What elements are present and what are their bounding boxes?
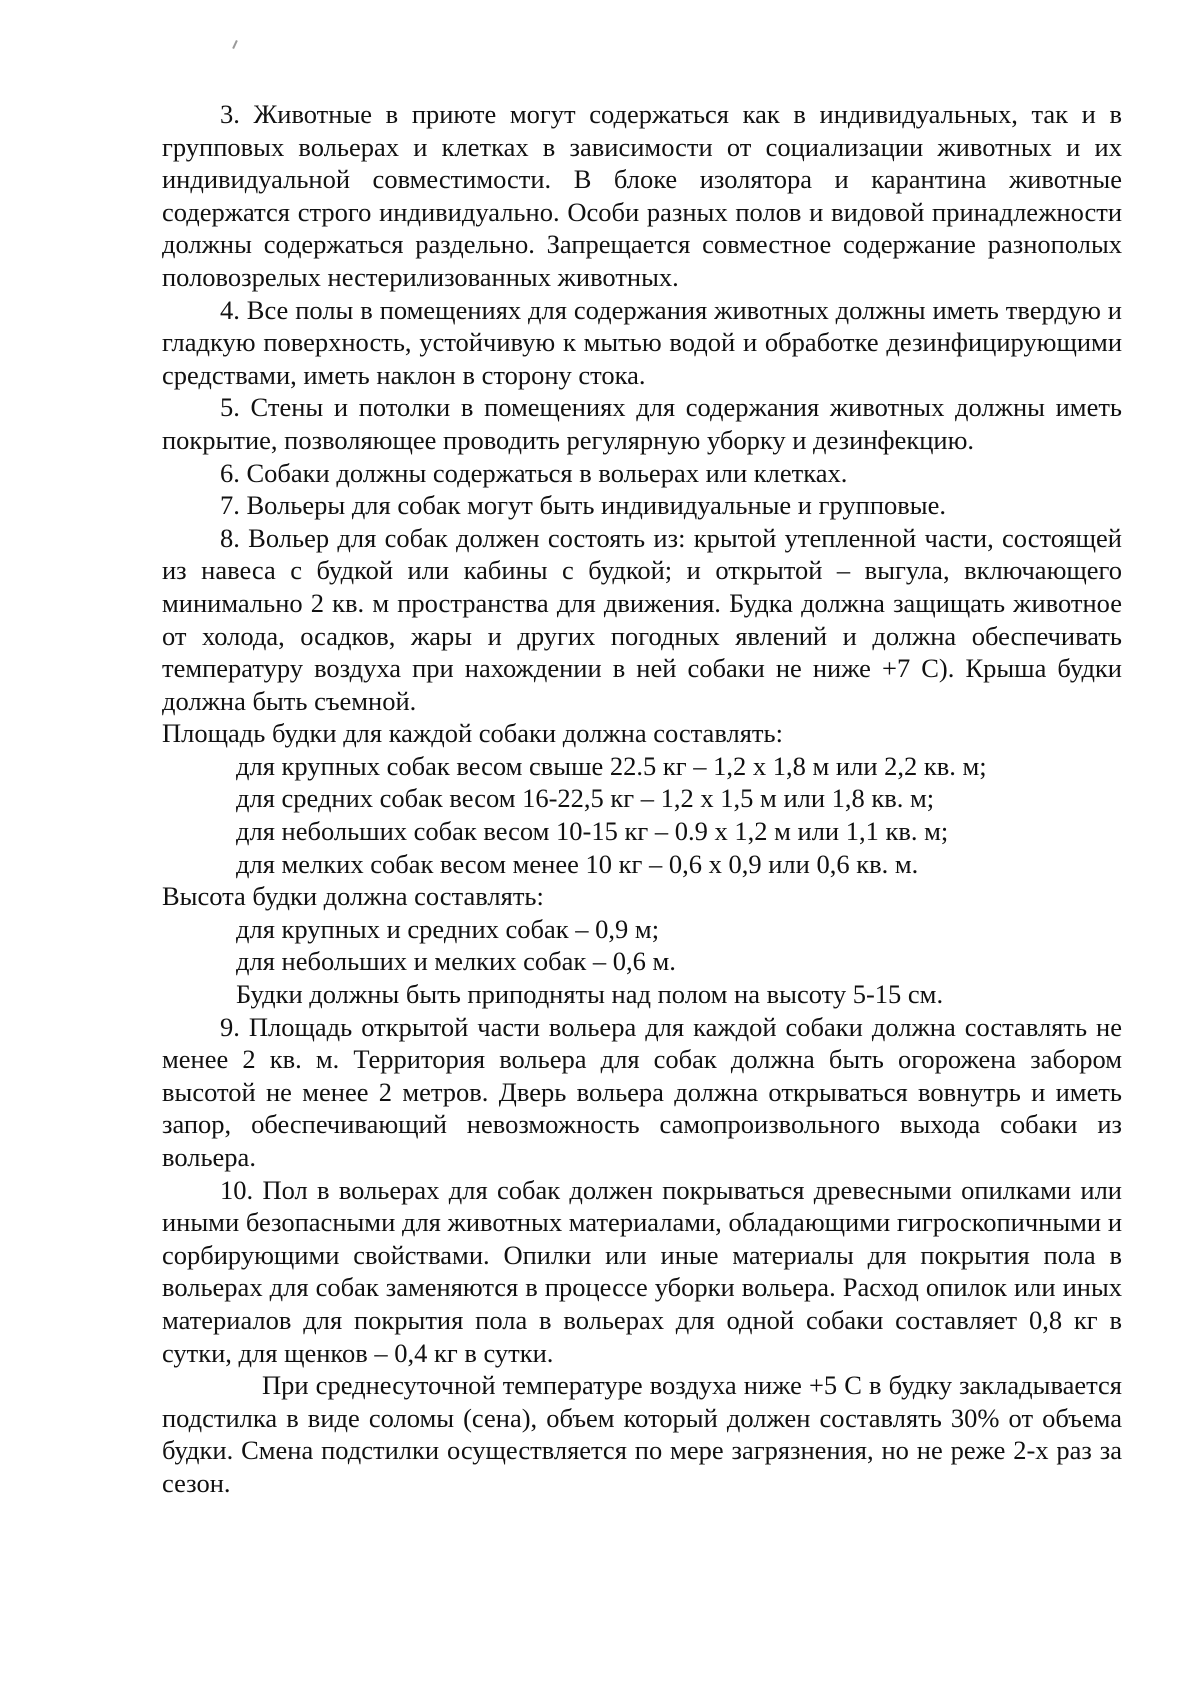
document-body [162,98,1122,1500]
paragraph-4: 4. Все полы в помещениях для содержания животных должны иметь твердую и гладкую поверхность, устойчивую к мытью водой и обработке дезинфицирующими средствами, иметь наклон в сторону стока. [162,294,1122,390]
scan-speck-mark [232,40,238,49]
paragraph-9: 9. Площадь открытой части вольера для каждой собаки должна составлять не менее 2 кв. м. Территория вольера для собак должна быть огорожена забором высотой не менее 2 метров. Дверь вольера должна открываться вовнутрь и иметь запор, обеспечивающий невозможность самопроизвольного выхода собаки из вольера. [162,1011,1122,1172]
paragraph-8: 8. Вольер для собак должен состоять из: крытой утепленной части, состоящей из навеса с будкой или кабины с будкой; и открытой – выгула, включающего минимально 2 кв. м пространства для движения. Будка должна защищать животное от холода, осадков, жары и других погодных явлений и должна обеспечивать температуру воздуха при нахождении в ней собаки не ниже +7 С). Крыша будки должна быть съемной. [162,522,1122,716]
kennel-area-item: для крупных собак весом свыше 22.5 кг – 1,2 х 1,8 м или 2,2 кв. м; [236,750,987,781]
kennel-height-item: для небольших и мелких собак – 0,6 м. [236,946,676,977]
paragraph-7: 7. Вольеры для собак могут быть индивидуальные и групповые. [220,490,946,521]
paragraph-3: 3. Животные в приюте могут содержаться как в индивидуальных, так и в групповых вольерах и клетках в зависимости от социализации животных и их индивидуальной совместимости. В блоке изолятора и карантина животные содержатся строго индивидуально. Особи разных полов и видовой принадлежности должны содержаться раздельно. Запрещается совместное содержание разнополых половозрелых нестерилизованных животных. [162,99,1122,292]
kennel-area-item: для небольших собак весом 10-15 кг – 0.9 х 1,2 м или 1,1 кв. м; [236,816,949,847]
kennel-area-item: для мелких собак весом менее 10 кг – 0,6 х 0,9 или 0,6 кв. м. [236,848,919,879]
paragraph-10: 10. Пол в вольерах для собак должен покрываться древесными опилками или иными безопасными для животных материалами, обладающими гигроскопичными и сорбирующими свойствами. Опилки или иные материалы для покрытия пола в вольерах для собак заменяются в процессе уборки вольера. Расход опилок или иных материалов для покрытия пола в вольерах для одной собаки составляет 0,8 кг в сутки, для щенков – 0,4 кг в сутки. [162,1174,1122,1368]
paragraph-5: 5. Стены и потолки в помещениях для содержания животных должны иметь покрытие, позволяющее проводить регулярную уборку и дезинфекцию. [162,392,1122,455]
paragraph-bedding: При среднесуточной температуре воздуха ниже +5 С в будку закладывается подстилка в виде соломы (сена), объем который должен составлять 30% от объема будки. Смена подстилки осуществляется по мере загрязнения, но не реже 2-х раз за сезон. [162,1370,1122,1498]
kennel-area-item: для средних собак весом 16-22,5 кг – 1,2 х 1,5 м или 1,8 кв. м; [236,783,935,814]
paragraph-6: 6. Собаки должны содержаться в вольерах или клетках. [220,457,848,488]
kennel-height-heading: Высота будки должна составлять: [162,881,544,912]
kennel-area-heading: Площадь будки для каждой собаки должна составлять: [162,718,783,749]
kennel-raise-note: Будки должны быть приподняты над полом на высоту 5-15 см. [236,979,944,1010]
kennel-height-item: для крупных и средних собак – 0,9 м; [236,913,660,944]
